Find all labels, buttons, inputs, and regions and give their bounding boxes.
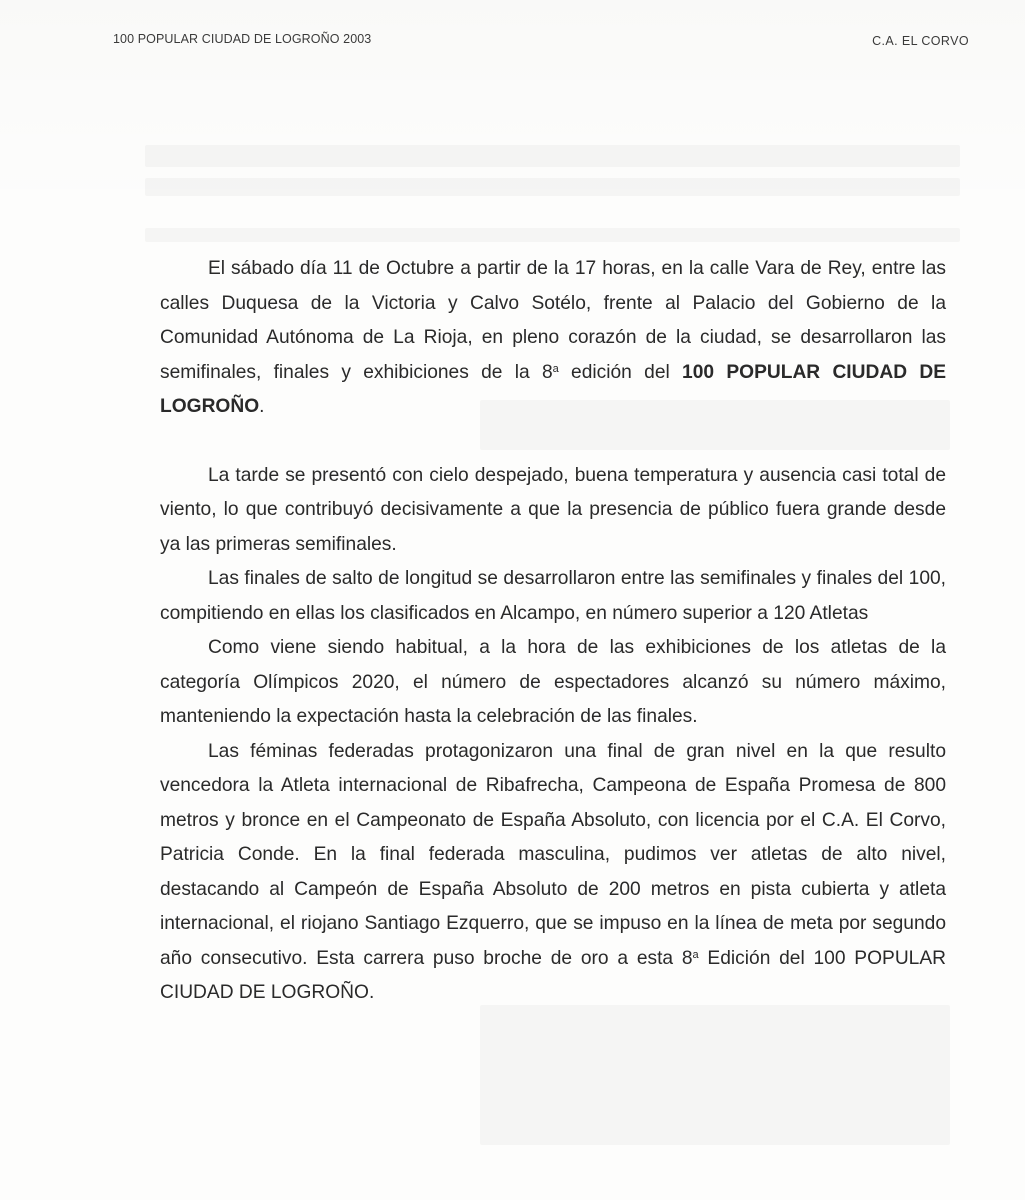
paragraph-text: Las féminas federadas protagonizaron una final de gran nivel en la que resulto vencedora la Atleta internacional de Ribafrecha, Campeona de España Promesa de 800 metros y bronce en el Campeonato de España Absoluto, con licencia por el C.A. El Corvo, Patricia Conde. En la final federada masculina, pudimos ver atletas de alto nivel, destacando al Campeón de España Absoluto de 200 metros en pista cubierta y atleta internacional, el riojano Santiago Ezquerro, que se impuso en la línea de meta por segundo año consecutivo. Esta carrera puso broche de oro a esta 8 — [160, 740, 946, 969]
running-header-right: C.A. EL CORVO — [872, 34, 969, 48]
bleed-through-block — [145, 228, 960, 242]
paragraph-weather: La tarde se presentó con cielo despejado, buena temperatura y ausencia casi total de viento, lo que contribuyó decisivamente a que la presencia de público fuera grande desde ya las primeras semifinales. — [160, 464, 946, 555]
paragraph-text: edición del — [558, 361, 683, 383]
paragraph-finals — [160, 735, 946, 1011]
event-name-bold: 100 POPULAR CIUDAD DE LOGROÑO — [160, 361, 946, 417]
paragraph-exhibitions: Como viene siendo habitual, a la hora de las exhibiciones de los atletas de la categoría Olímpicos 2020, el número de espectadores alcanzó su número máximo, manteniendo la expectación hasta la celebración de las finales. — [160, 637, 946, 727]
paragraph-event-intro — [160, 252, 946, 425]
article-body — [160, 252, 946, 1011]
bleed-through-block — [480, 1005, 950, 1145]
paragraph-text: . — [259, 396, 265, 417]
ordinal-indicator: a — [552, 362, 559, 375]
paragraph-text: Edición del 100 POPULAR CIUDAD DE LOGROÑO. — [160, 947, 947, 1003]
ordinal-indicator: a — [692, 948, 699, 961]
bleed-through-block — [145, 178, 960, 196]
running-header-left: 100 POPULAR CIUDAD DE LOGROÑO 2003 — [113, 32, 372, 46]
bleed-through-block — [145, 145, 960, 167]
paragraph-long-jump: Las finales de salto de longitud se desarrollaron entre las semifinales y finales del 100, compitiendo en ellas los clasificados en Alcampo, en número superior a 120 Atletas — [160, 568, 946, 624]
paragraph-text: El sábado día 11 de Octubre a partir de la 17 horas, en la calle Vara de Rey, entre las calles Duquesa de la Victoria y Calvo Sotélo, frente al Palacio del Gobierno de la Comunidad Autónoma de La Rioja, en pleno corazón de la ciudad, se desarrollaron las semifinales, finales y exhibiciones de la 8 — [160, 258, 946, 383]
